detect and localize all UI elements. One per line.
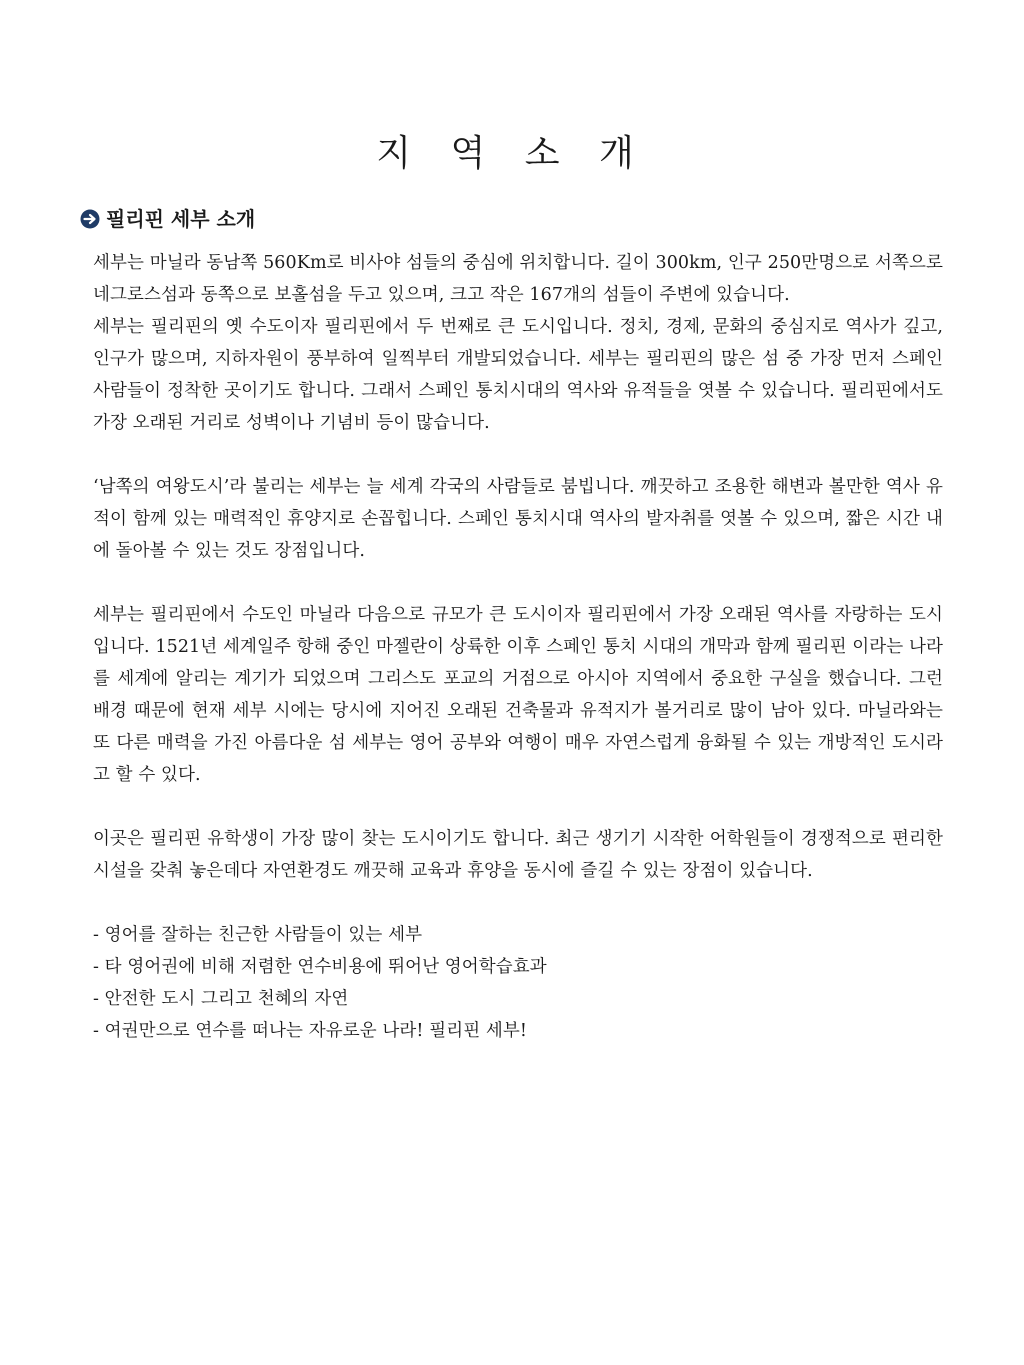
body-text xyxy=(93,247,943,1047)
paragraph-students: 이곳은 필리핀 유학생이 가장 많이 찾는 도시이기도 합니다. 최근 생기기 시작한 어학원들이 경쟁적으로 편리한 시설을 갖춰 놓은데다 자연환경도 깨끗해 교육과 휴양을 동시에 즐길 수 있는 장점이 있습니다. xyxy=(93,829,943,881)
list-item: - 타 영어권에 비해 저렴한 연수비용에 뛰어난 영어학습효과 xyxy=(93,957,547,977)
arrow-right-circle-icon xyxy=(80,209,100,229)
paragraph-location: 세부는 마닐라 동남쪽 560Km로 비사야 섬들의 중심에 위치합니다. 길이 300km, 인구 250만명으로 서쪽으로 네그로스섬과 동쪽으로 보홀섬을 두고 있으며, 크고 작은 167개의 섬들이 주변에 있습니다. xyxy=(93,253,943,305)
paragraph-magellan: 세부는 필리핀에서 수도인 마닐라 다음으로 규모가 큰 도시이자 필리핀에서 가장 오래된 역사를 자랑하는 도시입니다. 1521년 세계일주 항해 중인 마젤란이 상륙한 이후 스페인 통치 시대의 개막과 함께 필리핀 이라는 나라를 세계에 알리는 계기가 되었으며 그리스도 포교의 거점으로 아시아 지역에서 중요한 구실을 했습니다. 그런 배경 때문에 현재 세부 시에는 당시에 지어진 오래된 건축물과 유적지가 볼거리로 많이 남아 있다. 마닐라와는 또 다른 매력을 가진 아름다운 섬 세부는 영어 공부와 여행이 매우 자연스럽게 융화될 수 있는 개방적인 도시라고 할 수 있다. xyxy=(93,605,943,785)
section-heading-label: 필리핀 세부 소개 xyxy=(106,207,256,231)
paragraph-queen-city: ‘남쪽의 여왕도시’라 불리는 세부는 늘 세계 각국의 사람들로 붐빕니다. 깨끗하고 조용한 해변과 볼만한 역사 유적이 함께 있는 매력적인 휴양지로 손꼽힙니다. 스페인 통치시대 역사의 발자취를 엿볼 수 있으며, 짧은 시간 내에 돌아볼 수 있는 것도 장점입니다. xyxy=(93,477,943,561)
list-item: - 영어를 잘하는 친근한 사람들이 있는 세부 xyxy=(93,925,423,945)
page-title: 지 역 소 개 xyxy=(376,133,648,174)
list-item: - 안전한 도시 그리고 천혜의 자연 xyxy=(93,989,349,1009)
paragraph-history: 세부는 필리핀의 옛 수도이자 필리핀에서 두 번째로 큰 도시입니다. 정치, 경제, 문화의 중심지로 역사가 깊고, 인구가 많으며, 지하자원이 풍부하여 일찍부터 개발되었습니다. 세부는 필리핀의 많은 섬 중 가장 먼저 스페인 사람들이 정착한 곳이기도 합니다. 그래서 스페인 통치시대의 역사와 유적들을 엿볼 수 있습니다. 필리핀에서도 가장 오래된 거리로 성벽이나 기념비 등이 많습니다. xyxy=(93,317,943,433)
section-heading xyxy=(80,205,255,233)
list-item: - 여권만으로 연수를 떠나는 자유로운 나라! 필리핀 세부! xyxy=(93,1021,528,1041)
